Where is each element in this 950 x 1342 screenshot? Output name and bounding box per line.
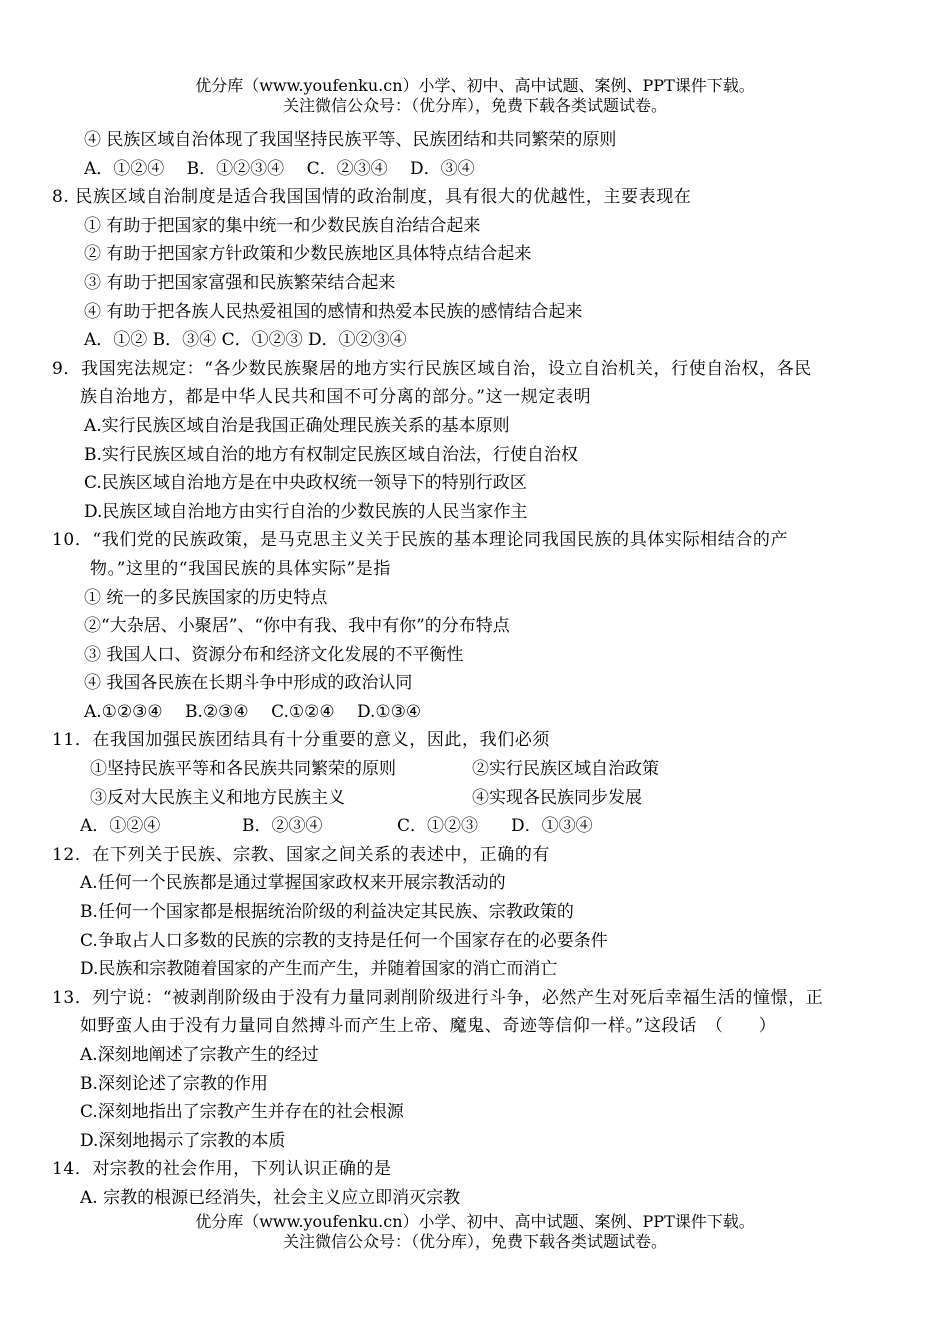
- question-13-stem: 13．列宁说：“被剥削阶级由于没有力量同剥削阶级进行斗争，必然产生对死后幸福生活的憧憬，正: [52, 987, 824, 1008]
- question-9-option-d: D.民族区域自治地方由实行自治的少数民族的人民当家作主: [84, 501, 528, 522]
- question-12-option-d: D.民族和宗教随着国家的产生而产生，并随着国家的消亡而消亡: [80, 959, 558, 980]
- question-11-items-row-2: [50, 784, 910, 813]
- question-9-option-c: C.民族区域自治地方是在中央政权统一领导下的特别行政区: [84, 473, 527, 494]
- question-11-choice-a: A．①②④: [80, 816, 161, 837]
- question-11-choices: [50, 812, 910, 841]
- option-line: ④ 民族区域自治体现了我国坚持民族平等、民族团结和共同繁荣的原则: [84, 130, 617, 150]
- question-8-item-4: ④ 有助于把各族人民热爱祖国的感情和热爱本民族的感情结合起来: [84, 301, 583, 322]
- question-10-item-1: ① 统一的多民族国家的历史特点: [84, 587, 328, 608]
- question-13-stem-cont: 如野蛮人由于没有力量同自然搏斗而产生上帝、魔鬼、奇迹等信仰一样。”这段话 （ ）: [80, 1016, 777, 1037]
- question-content: [50, 126, 910, 1213]
- question-13-option-b: B.深刻论述了宗教的作用: [80, 1073, 268, 1094]
- question-12-option-a: A.任何一个民族都是通过掌握国家政权来开展宗教活动的: [80, 873, 506, 894]
- question-12-option-c: C.争取占人口多数的民族的宗教的支持是任何一个国家存在的必要条件: [80, 930, 608, 951]
- question-9-option-b: B.实行民族区域自治的地方有权制定民族区域自治法，行使自治权: [84, 444, 578, 465]
- question-11-choice-d: D．①③④: [511, 816, 593, 837]
- question-11-choice-b: B．②③④: [242, 816, 323, 837]
- question-11-item-4: ④实现各民族同步发展: [472, 787, 642, 808]
- question-13-option-d: D.深刻地揭示了宗教的本质: [80, 1130, 286, 1151]
- question-11-item-2: ②实行民族区域自治政策: [472, 759, 659, 780]
- question-11-item-1: ①坚持民族平等和各民族共同繁荣的原则: [90, 759, 396, 780]
- page-footer: [0, 1212, 950, 1252]
- question-10-stem-cont: 物。”这里的“我国民族的具体实际”是指: [90, 558, 391, 579]
- question-8-item-2: ② 有助于把国家方针政策和少数民族地区具体特点结合起来: [84, 244, 532, 265]
- footer-line-1: 优分库（www.youfenku.cn）小学、初中、高中试题、案例、PPT课件下载。: [195, 1212, 755, 1231]
- question-14-stem: 14．对宗教的社会作用，下列认识正确的是: [52, 1159, 392, 1180]
- question-10-item-2: ②“大杂居、小聚居”、“你中有我、我中有你”的分布特点: [84, 616, 510, 637]
- question-9-stem: 9．我国宪法规定：“各少数民族聚居的地方实行民族区域自治，设立自治机关，行使自治权，各民: [52, 358, 812, 379]
- question-12-stem: 12．在下列关于民族、宗教、国家之间关系的表述中，正确的有: [52, 844, 551, 865]
- question-8-item-1: ① 有助于把国家的集中统一和少数民族自治结合起来: [84, 215, 481, 236]
- answer-choices: A．①②④ B．①②③④ C．②③④ D．③④: [84, 158, 475, 179]
- question-8-choices: A．①② B．③④ C．①②③ D．①②③④: [84, 330, 407, 351]
- question-8-item-3: ③ 有助于把国家富强和民族繁荣结合起来: [84, 272, 396, 293]
- question-10-stem: 10．“我们党的民族政策，是马克思主义关于民族的基本理论同我国民族的具体实际相结合的产: [52, 530, 789, 551]
- question-13-option-c: C.深刻地指出了宗教产生并存在的社会根源: [80, 1102, 404, 1123]
- question-11-choice-c: C．①②③: [397, 816, 479, 837]
- question-8-stem: 8. 民族区域自治制度是适合我国国情的政治制度，具有很大的优越性，主要表现在: [52, 187, 692, 208]
- page-header: [0, 76, 950, 116]
- question-9-option-a: A.实行民族区域自治是我国正确处理民族关系的基本原则: [84, 415, 510, 436]
- question-9-stem-cont: 族自治地方，都是中华人民共和国不可分离的部分。”这一规定表明: [80, 387, 592, 408]
- question-10-item-3: ③ 我国人口、资源分布和经济文化发展的不平衡性: [84, 644, 464, 665]
- footer-line-2: 关注微信公众号：（优分库），免费下载各类试题试卷。: [282, 1232, 667, 1251]
- question-13-option-a: A.深刻地阐述了宗教产生的经过: [80, 1045, 319, 1065]
- question-14-option-a: A. 宗教的根源已经消失，社会主义应立即消灭宗教: [80, 1187, 461, 1208]
- question-10-item-4: ④ 我国各民族在长期斗争中形成的政治认同: [84, 673, 413, 694]
- question-11-items-row-1: [50, 755, 910, 784]
- question-11-item-3: ③反对大民族主义和地方民族主义: [90, 787, 345, 808]
- question-10-choices: A.①②③④ B.②③④ C.①②④ D.①③④: [84, 701, 422, 722]
- header-line-2: 关注微信公众号：（优分库），免费下载各类试题试卷。: [282, 96, 667, 115]
- question-12-option-b: B.任何一个国家都是根据统治阶级的利益决定其民族、宗教政策的: [80, 902, 574, 923]
- header-line-1: 优分库（www.youfenku.cn）小学、初中、高中试题、案例、PPT课件下载。: [195, 76, 755, 95]
- question-11-stem: 11．在我国加强民族团结具有十分重要的意义，因此，我们必须: [52, 730, 551, 751]
